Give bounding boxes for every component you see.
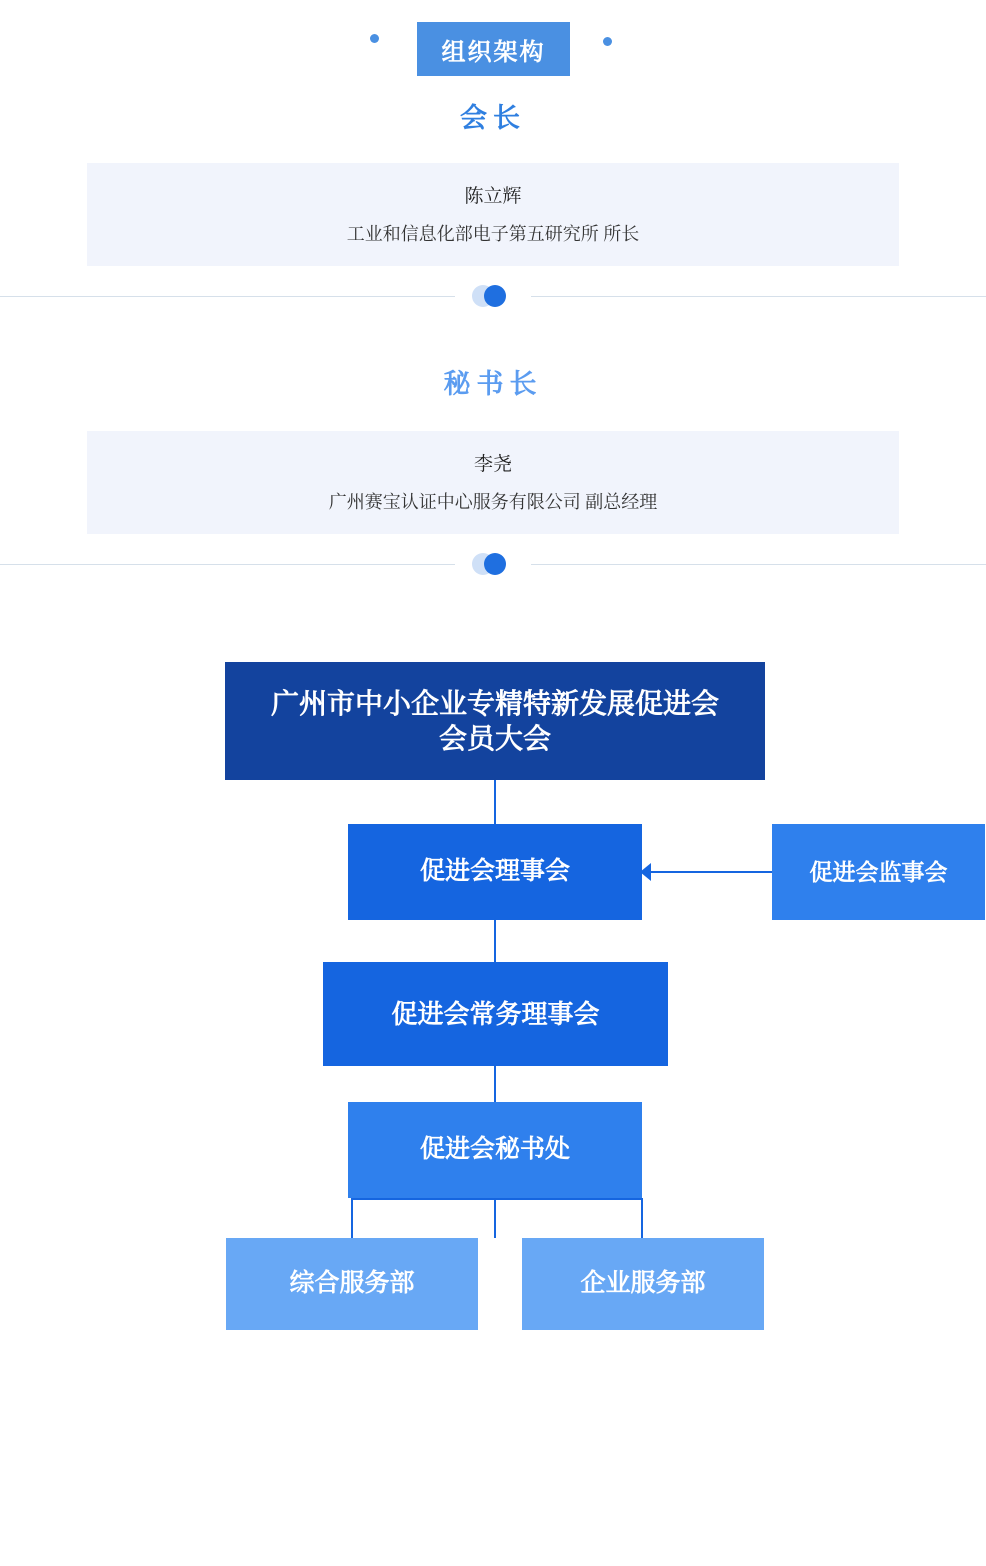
role-title-president: 会长 <box>460 103 526 133</box>
role-title-secretary-general: 秘书长 <box>443 369 543 399</box>
divider-line-left <box>0 564 455 565</box>
connector-assembly-council <box>494 780 496 824</box>
decorative-dot-left-icon <box>370 34 379 43</box>
org-chart <box>0 644 986 1364</box>
node-supervisory-board: 促进会监事会 <box>772 824 985 920</box>
person-card-secretary-general <box>87 431 899 534</box>
divider-line-right <box>531 296 986 297</box>
node-general-service-dept: 综合服务部 <box>226 1238 478 1330</box>
divider-line-right <box>531 564 986 565</box>
node-council: 促进会理事会 <box>348 824 642 920</box>
node-standing-council: 促进会常务理事会 <box>323 962 668 1066</box>
node-secretariat: 促进会秘书处 <box>348 1102 642 1198</box>
person-description: 广州赛宝认证中心服务有限公司 副总经理 <box>328 492 658 512</box>
divider-line-left <box>0 296 455 297</box>
connector-council-standing <box>494 920 496 962</box>
divider-circles-icon <box>472 285 514 308</box>
connector-supervisory-council <box>648 871 772 873</box>
node-enterprise-service-dept: 企业服务部 <box>522 1238 764 1330</box>
person-name: 陈立辉 <box>464 186 522 207</box>
node-label-line1: 广州市中小企业专精特新发展促进会 <box>270 688 719 719</box>
divider-circles-icon <box>472 553 514 576</box>
section-divider-1 <box>0 276 986 316</box>
node-label-line2: 会员大会 <box>438 723 551 754</box>
leadership-section-president <box>0 96 986 266</box>
connector-bus-general <box>351 1198 353 1238</box>
connector-horizontal-bus <box>351 1198 643 1200</box>
connector-secretariat-bus <box>494 1198 496 1238</box>
person-description: 工业和信息化部电子第五研究所 所长 <box>346 224 640 244</box>
page-title: 组织架构 <box>417 22 570 76</box>
divider-circle-dark-icon <box>484 285 506 307</box>
decorative-dot-right-icon <box>603 37 612 46</box>
section-divider-2 <box>0 544 986 584</box>
divider-circle-dark-icon <box>484 553 506 575</box>
person-name: 李尧 <box>473 454 512 475</box>
person-card-president <box>87 163 899 266</box>
connector-bus-enterprise <box>641 1198 643 1238</box>
node-member-assembly <box>225 662 765 780</box>
leadership-section-secretary-general <box>0 362 986 534</box>
page-header <box>0 0 986 96</box>
connector-standing-secretariat <box>494 1066 496 1102</box>
